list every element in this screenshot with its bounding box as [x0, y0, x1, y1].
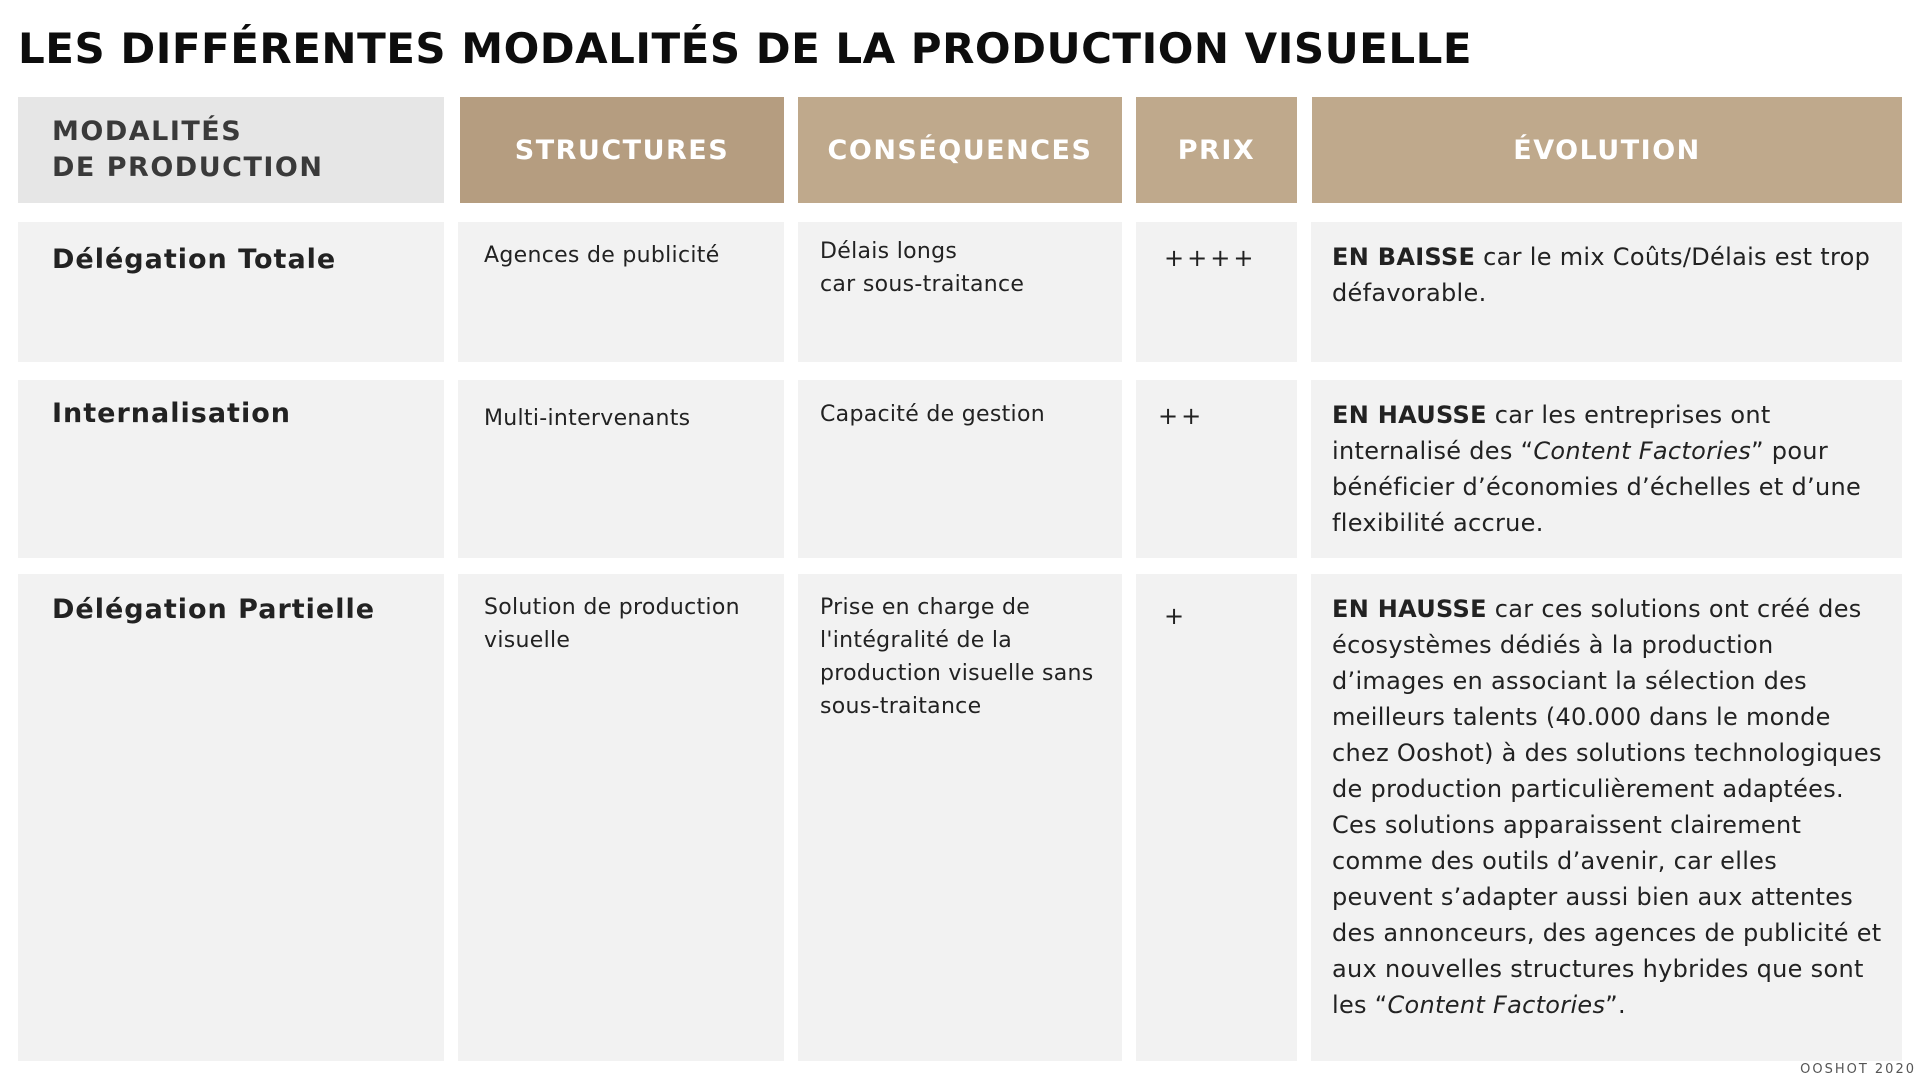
row3-structure-line: visuelle: [484, 628, 571, 653]
row2-prix-value: ++: [1158, 402, 1205, 430]
header-prix: PRIX: [1136, 97, 1297, 203]
row1-structure: [458, 222, 784, 362]
row3-prix-value: +: [1164, 602, 1188, 630]
row1-consequence-line: Délais longs: [820, 239, 958, 264]
row-label-internalisation: Internalisation: [18, 380, 444, 558]
row2-evolution: [1311, 380, 1902, 558]
row-label-delegation-totale: Délégation Totale: [18, 222, 444, 362]
row3-evolution-text-end: ”.: [1605, 991, 1626, 1019]
row3-evolution-text: car ces solutions ont créé des écosystèmes dédiés à la production d’images en associant la sélection des meilleurs talents (40.000 dans le monde chez Ooshot) à des solutions technologiques de production particulièrement adaptées. Ces solutions apparaissent clairement comme des outils d’avenir, car elles peuvent s’adapter aussi bien aux attentes des annonceurs, des agences de publicité et aux nouvelles structures hybrides que sont les “: [1332, 595, 1882, 1019]
row3-consequence: [798, 574, 1122, 1061]
page-title: LES DIFFÉRENTES MODALITÉS DE LA PRODUCTION VISUELLE: [18, 24, 1473, 73]
footer-credit: OOSHOT 2020: [1800, 1062, 1916, 1077]
row3-structure-line: Solution de production: [484, 595, 740, 620]
row2-consequence: [798, 380, 1122, 558]
header-modalites: [18, 97, 444, 203]
row-label-delegation-partielle: Délégation Partielle: [18, 574, 444, 1061]
row3-evolution: [1311, 574, 1902, 1061]
row1-evolution-text: car le mix Coûts/Délais est trop défavorable.: [1332, 243, 1871, 307]
row1-consequence-line: car sous-traitance: [820, 272, 1025, 297]
row3-consequence-line: l'intégralité de la: [820, 628, 1013, 653]
row2-evolution-text: car les entreprises ont internalisé des “: [1332, 401, 1771, 465]
row1-consequence: [798, 222, 1122, 362]
row2-structure-text: Multi-intervenants: [484, 406, 691, 431]
row3-consequence-line: sous-traitance: [820, 694, 982, 719]
row1-structure-text: Agences de publicité: [484, 243, 720, 268]
row2-evolution-text-end: ” pour bénéficier d’économies d’échelles et d’une flexibilité accrue.: [1332, 437, 1862, 537]
row2-structure: [458, 380, 784, 558]
row2-evolution-lead: EN HAUSSE: [1332, 401, 1487, 429]
row2-prix: [1136, 380, 1297, 558]
row1-prix: [1136, 222, 1297, 362]
row2-consequence-line: Capacité de gestion: [820, 402, 1045, 427]
header-consequences: CONSÉQUENCES: [798, 97, 1122, 203]
row3-evolution-italic: Content Factories: [1387, 991, 1606, 1019]
row1-prix-value: ++++: [1164, 244, 1257, 272]
row3-prix: [1136, 574, 1297, 1061]
row3-structure: [458, 574, 784, 1061]
row1-evolution: [1311, 222, 1902, 362]
row3-evolution-lead: EN HAUSSE: [1332, 595, 1487, 623]
header-evolution: ÉVOLUTION: [1312, 97, 1902, 203]
header-structures: STRUCTURES: [460, 97, 784, 203]
row2-evolution-italic: Content Factories: [1533, 437, 1752, 465]
row3-consequence-line: Prise en charge de: [820, 595, 1031, 620]
row3-consequence-line: production visuelle sans: [820, 661, 1094, 686]
header-modalites-line2: DE PRODUCTION: [52, 152, 324, 183]
row1-evolution-lead: EN BAISSE: [1332, 243, 1476, 271]
header-modalites-line1: MODALITÉS: [52, 116, 243, 147]
